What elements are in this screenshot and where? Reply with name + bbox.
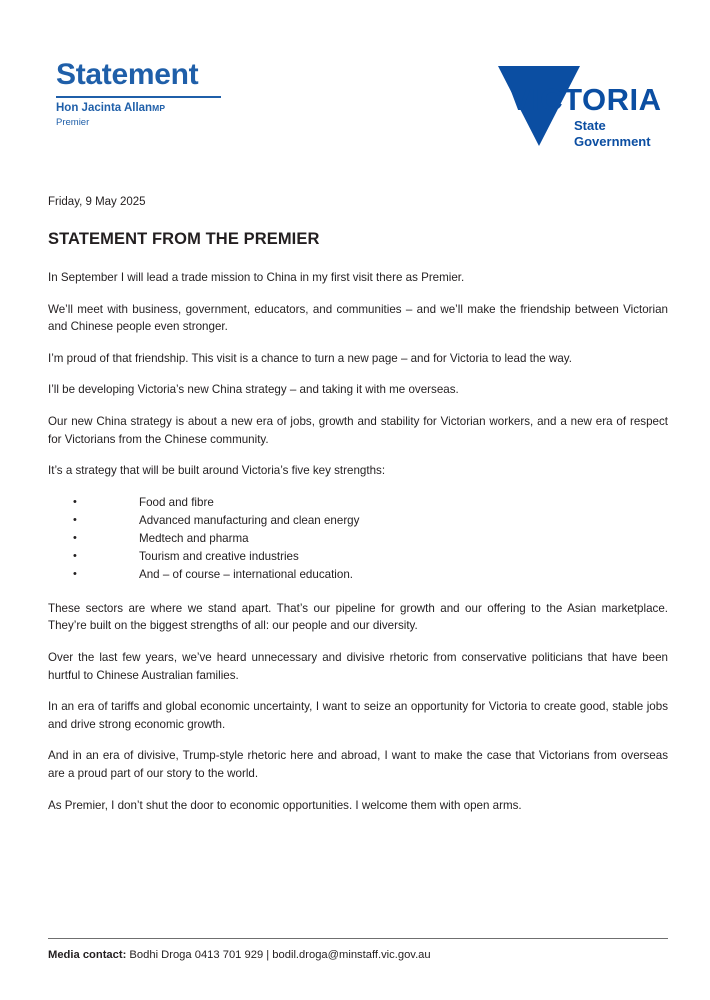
logo-subtext (574, 118, 651, 151)
list-item: • Food and fibre (48, 494, 668, 512)
media-contact-email[interactable]: bodil.droga@minstaff.vic.gov.au (272, 949, 431, 962)
paragraph: These sectors are where we stand apart. That’s our pipeline for growth and our offering to the Asian marketplace. They’re built on the biggest strengths of all: our people and our diversity. (48, 601, 668, 633)
footer-divider (48, 938, 668, 939)
key-strengths-list (48, 494, 668, 584)
paragraph: In September I will lead a trade mission to China in my first visit there as Premier. (48, 271, 465, 284)
masthead-author-suffix: MP (152, 103, 166, 113)
list-item: • Advanced manufacturing and clean energy (48, 512, 668, 530)
paragraph: It’s a strategy that will be built around Victoria’s five key strengths: (48, 464, 386, 478)
logo-subtext-line2: Government (574, 134, 651, 150)
paragraph: And in an era of divisive, Trump-style rhetoric here and abroad, I want to make the case that Victorians from overseas are a proud part of our story to the world. (48, 749, 668, 780)
list-item: • Medtech and pharma (48, 530, 668, 548)
paragraph: I’m proud of that friendship. This visit is a chance to turn a new page – and for Victoria to lead the way. (48, 351, 572, 365)
list-item: • And – of course – international education. (48, 566, 668, 584)
paragraph: As Premier, I don’t shut the door to economic opportunities. I welcome them with open arms. (48, 798, 522, 812)
masthead-divider (56, 96, 221, 98)
paragraph: We’ll meet with business, government, educators, and communities – and we’ll make the friendship between Victorian and Chinese people even stronger. (48, 302, 668, 334)
logo-wordmark: VICTORIA (510, 82, 662, 117)
media-contact (48, 948, 668, 964)
victoria-government-logo (498, 66, 668, 186)
document-date: Friday, 9 May 2025 (48, 196, 146, 208)
paragraph: Our new China strategy is about a new era of jobs, growth and stability for Victorian workers, and a new era of respect for Victorians from the Chinese community. (48, 415, 668, 446)
logo-subtext-line1: State (574, 118, 606, 133)
list-item: • Tourism and creative industries (48, 548, 668, 566)
media-contact-details: Bodhi Droga 0413 701 929 | (126, 949, 273, 962)
paragraph: Over the last few years, we’ve heard unnecessary and divisive rhetoric from conservative politicians that have been hurtful to Chinese Australian families. (48, 650, 668, 682)
masthead-title: Statement (56, 58, 199, 91)
masthead-role: Premier (56, 116, 90, 128)
paragraph: I’ll be developing Victoria’s new China strategy – and taking it with me overseas. (48, 383, 459, 397)
masthead-author (56, 102, 221, 116)
letterhead (0, 52, 710, 162)
masthead (56, 60, 221, 128)
document-title: STATEMENT FROM THE PREMIER (48, 230, 320, 248)
document-footer (48, 938, 668, 964)
paragraph: In an era of tariffs and global economic uncertainty, I want to seize an opportunity for Victoria to create good, stable jobs and drive strong economic growth. (48, 700, 668, 731)
masthead-author-name: Hon Jacinta Allan (56, 102, 153, 114)
media-contact-label: Media contact: (48, 949, 127, 962)
document-body (48, 196, 668, 828)
